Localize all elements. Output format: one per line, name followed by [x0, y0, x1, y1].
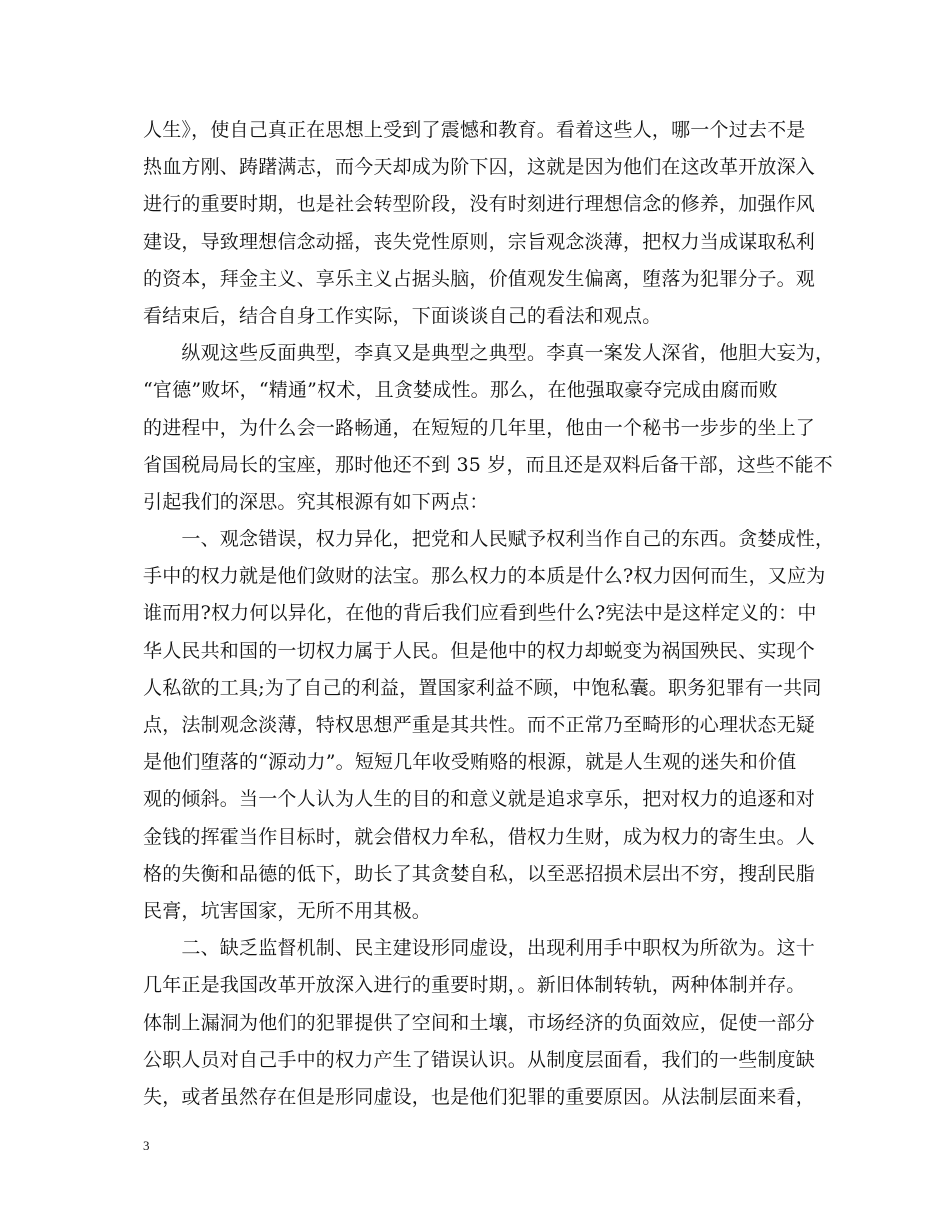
text-line: 建设，导致理想信念动摇，丧失党性原则，宗旨观念淡薄，把权力当成谋取私利	[143, 230, 816, 253]
text-line: 省国税局局长的宝座，那时他还不到 35 岁，而且还是双料后备干部，这些不能不	[143, 453, 833, 476]
text-line: 纵观这些反面典型，李真又是典型之典型。李真一案发人深省，他胆大妄为，	[143, 342, 835, 365]
text-line: 观的倾斜。当一个人认为人生的目的和意义就是追求享乐，把对权力的追逐和对	[143, 788, 816, 811]
text-line: 公职人员对自己手中的权力产生了错误认识。从制度层面看，我们的一些制度缺	[143, 1048, 816, 1071]
text-line: 民膏，坑害国家，无所不用其极。	[143, 899, 432, 922]
body-text	[143, 112, 835, 1116]
text-line: 几年正是我国改革开放深入进行的重要时期，。新旧体制转轨，两种体制并存。	[143, 974, 806, 997]
text-line: 的资本，拜金主义、享乐主义占据头脑，价值观发生偏离，堕落为犯罪分子。观	[143, 267, 816, 290]
text-line: 看结束后，结合自身工作实际，下面谈谈自己的看法和观点。	[143, 304, 662, 327]
text-line: “官德”败坏，“精通”权术，且贪婪成性。那么，在他强取豪夺完成由腐而败	[143, 379, 778, 402]
text-line: 手中的权力就是他们敛财的法宝。那么权力的本质是什么?权力因何而生，又应为	[143, 565, 826, 588]
text-line: 热血方刚、踌躇满志，而今天却成为阶下囚，这就是因为他们在这改革开放深入	[143, 156, 816, 179]
text-line: 华人民共和国的一切权力属于人民。但是他中的权力却蜕变为祸国殃民、实现个	[143, 639, 816, 662]
text-line: 点，法制观念淡薄，特权思想严重是其共性。而不正常乃至畸形的心理状态无疑	[143, 714, 816, 736]
text-line: 一、观念错误，权力异化，把党和人民赋予权利当作自己的东西。贪婪成性，	[143, 528, 835, 551]
text-line: 金钱的挥霍当作目标时，就会借权力牟私，借权力生财，成为权力的寄生虫。人	[143, 825, 816, 848]
text-line: 失，或者虽然存在但是形同虚设，也是他们犯罪的重要原因。从法制层面来看，	[143, 1085, 816, 1108]
text-line: 的进程中，为什么会一路畅通，在短短的几年里，他由一个秘书一步步的坐上了	[143, 416, 816, 439]
text-line: 人生》，使自己真正在思想上受到了震憾和教育。看着这些人，哪一个过去不是	[143, 119, 806, 141]
text-line: 进行的重要时期，也是社会转型阶段，没有时刻进行理想信念的修养，加强作风	[143, 193, 816, 216]
text-line: 人私欲的工具;为了自己的利益，置国家利益不顾，中饱私囊。职务犯罪有一共同	[143, 676, 822, 699]
page-number: 3	[143, 1138, 150, 1153]
text-line: 引起我们的深思。究其根源有如下两点：	[143, 490, 489, 513]
text-line: 二、缺乏监督机制、民主建设形同虚设，出现利用手中职权为所欲为。这十	[143, 937, 816, 960]
text-line: 格的失衡和品德的低下，助长了其贪婪自私，以至恶招损术层出不穷，搜刮民脂	[143, 862, 816, 885]
text-line: 谁而用?权力何以异化，在他的背后我们应看到些什么?宪法中是这样定义的：中	[143, 602, 817, 625]
text-line: 体制上漏洞为他们的犯罪提供了空间和土壤，市场经济的负面效应，促使一部分	[143, 1011, 816, 1034]
text-line: 是他们堕落的“源动力”。短短几年收受贿赂的根源，就是人生观的迷失和价值	[143, 751, 797, 774]
